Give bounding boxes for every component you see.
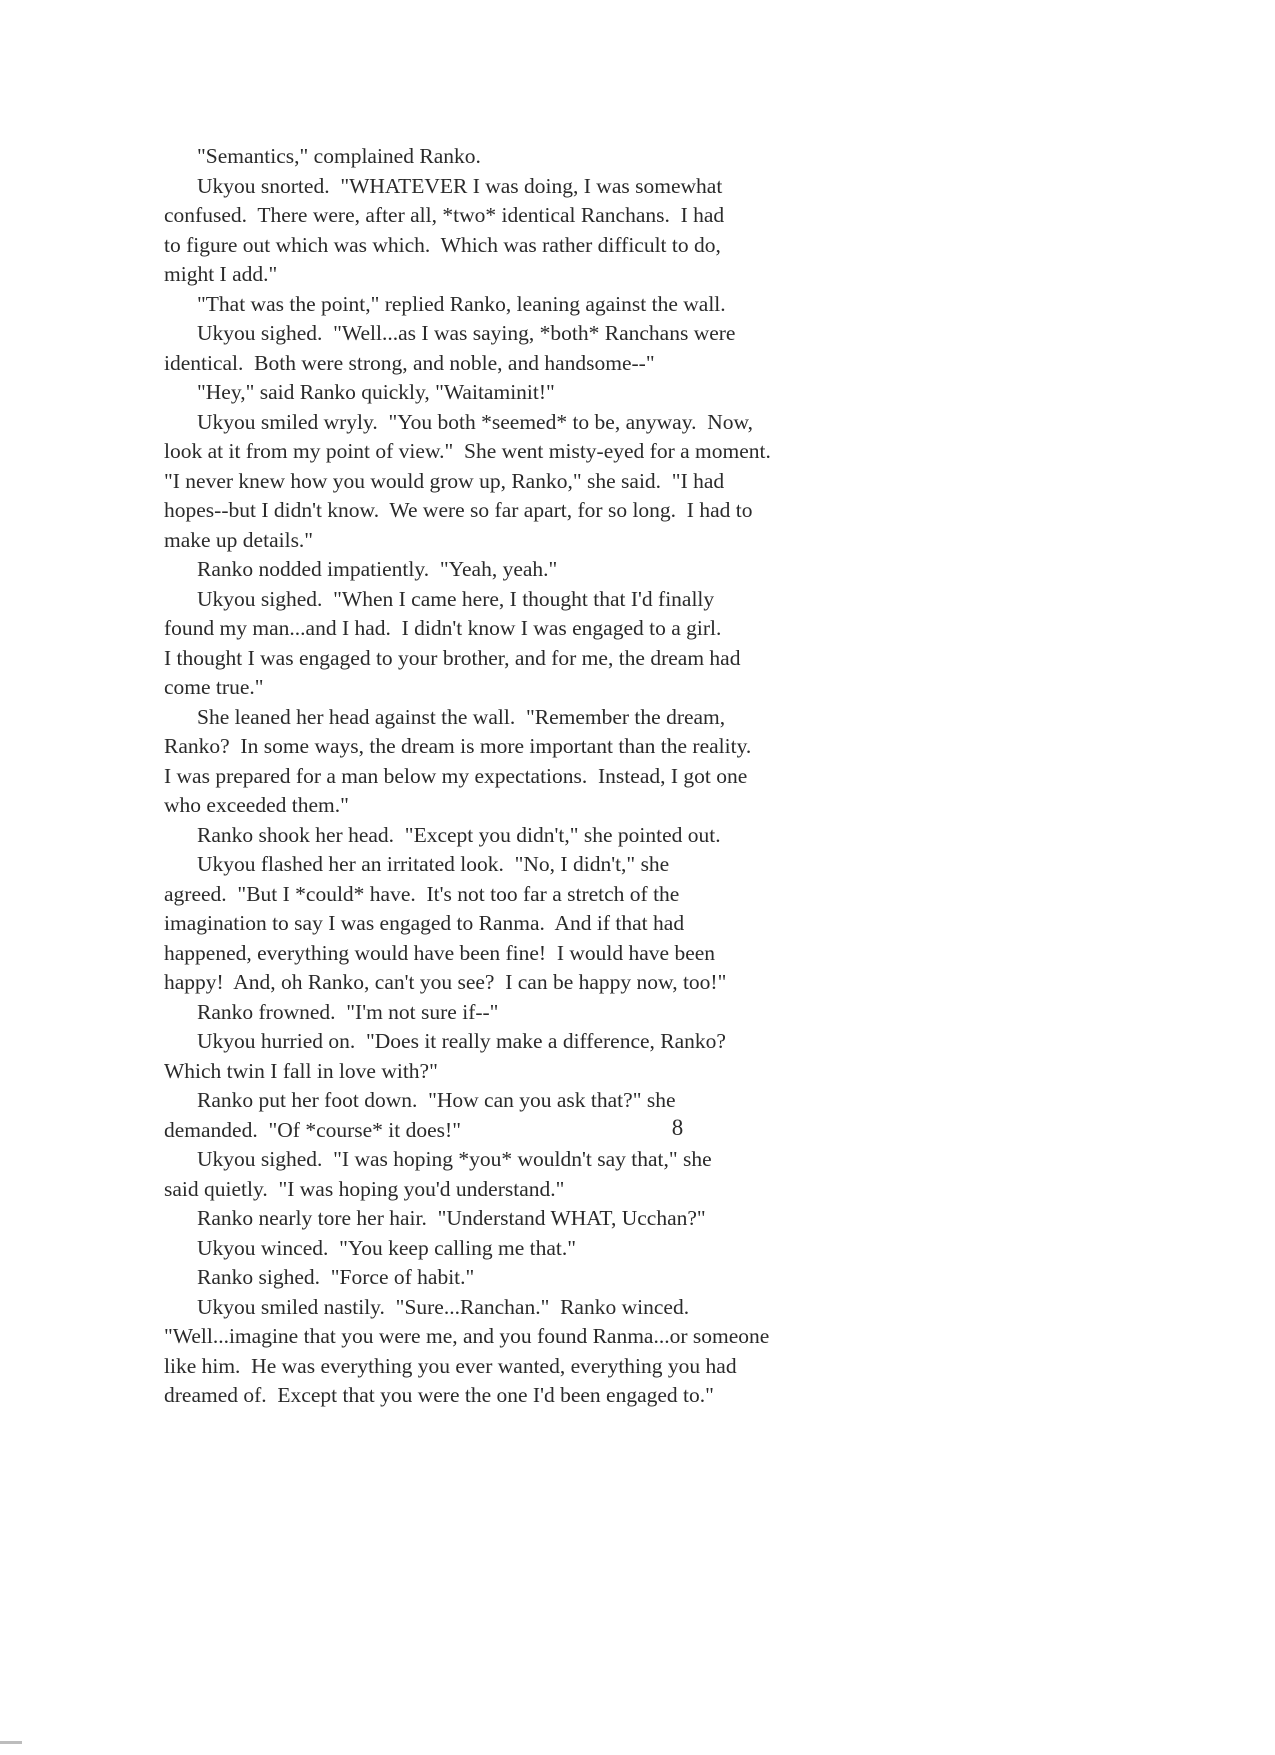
page-number: 8 [671, 1115, 684, 1140]
text-line: Ukyou sighed. "Well...as I was saying, *both* Ranchans were [197, 321, 736, 345]
text-line: Ukyou smiled nastily. "Sure...Ranchan." Ranko winced. [197, 1294, 690, 1319]
text-line: agreed. "But I *could* have. It's not too far a stretch of the [164, 881, 680, 906]
text-line: Ukyou sighed. "I was hoping *you* wouldn't say that," she [197, 1147, 712, 1171]
text-line: dreamed of. Except that you were the one I'd been engaged to." [164, 1383, 714, 1407]
story-text [164, 142, 884, 1411]
text-line: "Hey," said Ranko quickly, "Waitaminit!" [197, 380, 555, 404]
text-line: Ukyou smiled wryly. "You both *seemed* to be, anyway. Now, [197, 409, 753, 434]
text-line: Ukyou sighed. "When I came here, I thought that I'd finally [197, 586, 715, 611]
text-line: Ukyou winced. "You keep calling me that." [197, 1235, 577, 1260]
text-line: confused. There were, after all, *two* identical Ranchans. I had [164, 203, 725, 227]
text-line: demanded. "Of *course* it does!" [164, 1117, 461, 1142]
text-line: Ukyou flashed her an irritated look. "No, I didn't," she [197, 852, 670, 876]
text-line: Ranko shook her head. "Except you didn't," she pointed out. [197, 822, 721, 847]
text-line: come true." [164, 675, 264, 699]
text-line: to figure out which was which. Which was rather difficult to do, [164, 232, 721, 257]
text-line: Ranko? In some ways, the dream is more important than the reality. [164, 734, 752, 758]
text-line: happened, everything would have been fine! I would have been [164, 940, 716, 965]
text-line: I thought I was engaged to your brother, and for me, the dream had [164, 645, 741, 670]
text-line: Ranko frowned. "I'm not sure if--" [197, 999, 499, 1024]
text-line: Ranko nearly tore her hair. "Understand WHAT, Ucchan?" [197, 1206, 706, 1230]
text-line: "Well...imagine that you were me, and you found Ranma...or someone [164, 1324, 770, 1348]
text-line: She leaned her head against the wall. "Remember the dream, [197, 704, 726, 729]
text-line: Ukyou hurried on. "Does it really make a difference, Ranko? [197, 1029, 726, 1053]
text-line: Ranko nodded impatiently. "Yeah, yeah." [197, 557, 558, 581]
text-line: hopes--but I didn't know. We were so far apart, for so long. I had to [164, 498, 753, 522]
text-line: make up details." [164, 527, 314, 552]
text-line: look at it from my point of view." She went misty-eyed for a moment. [164, 439, 771, 463]
text-line: Ranko put her foot down. "How can you ask that?" she [197, 1088, 676, 1112]
text-line: found my man...and I had. I didn't know I was engaged to a girl. [164, 616, 722, 640]
text-line: like him. He was everything you ever wanted, everything you had [164, 1353, 737, 1378]
text-line: might I add." [164, 262, 278, 286]
text-line: "Semantics," complained Ranko. [197, 144, 481, 168]
text-line: "That was the point," replied Ranko, leaning against the wall. [197, 291, 726, 316]
text-line: Ukyou snorted. "WHATEVER I was doing, I was somewhat [197, 173, 723, 198]
text-line: Ranko sighed. "Force of habit." [197, 1265, 475, 1289]
text-line: identical. Both were strong, and noble, and handsome--" [164, 350, 655, 375]
text-line: Which twin I fall in love with?" [164, 1058, 438, 1083]
text-line: I was prepared for a man below my expectations. Instead, I got one [164, 763, 748, 788]
scan-edge-mark [0, 1741, 22, 1744]
text-line: said quietly. "I was hoping you'd understand." [164, 1176, 565, 1201]
text-line: "I never knew how you would grow up, Ranko," she said. "I had [164, 468, 725, 493]
text-line: imagination to say I was engaged to Ranma. And if that had [164, 911, 685, 935]
text-line: who exceeded them." [164, 793, 349, 817]
text-line: happy! And, oh Ranko, can't you see? I can be happy now, too!" [164, 970, 727, 994]
